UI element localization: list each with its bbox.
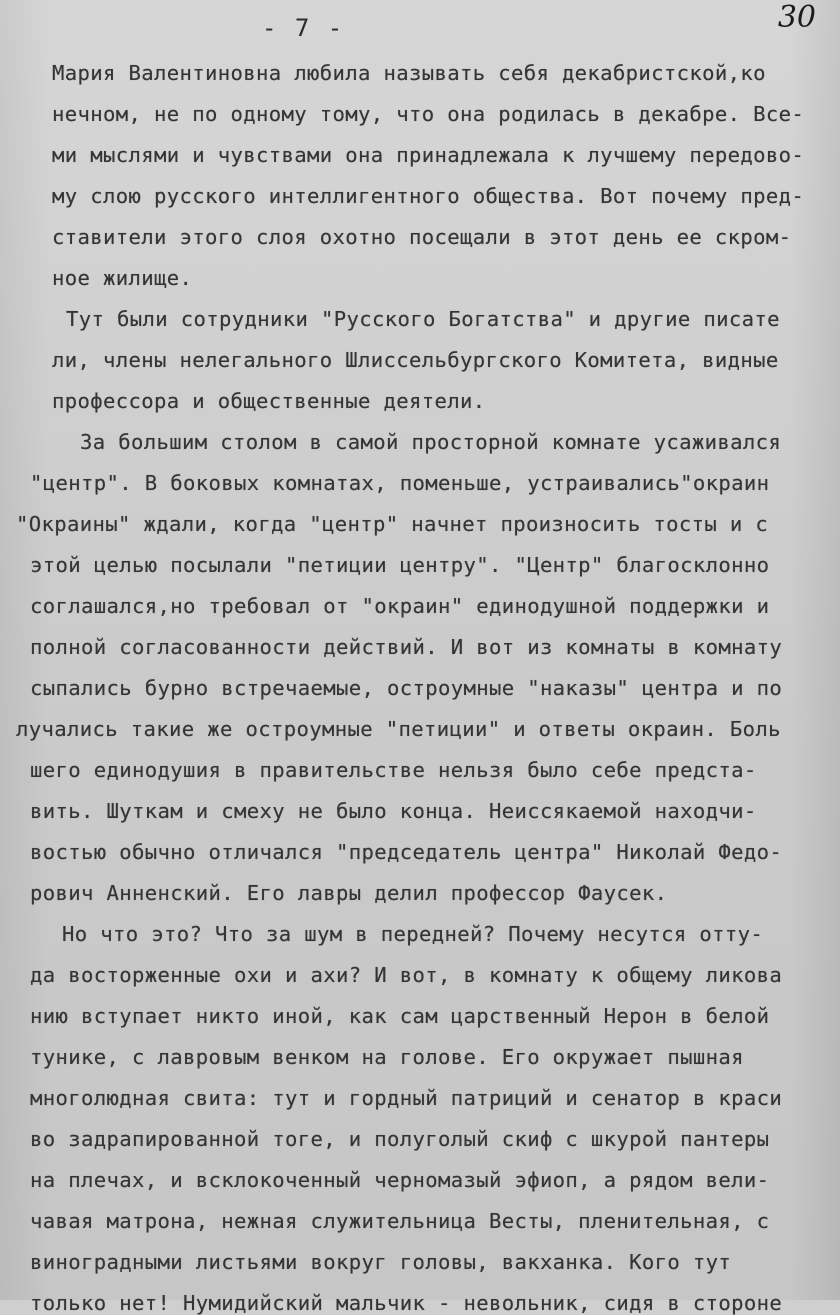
text-line: полной согласованности действий. И вот из комнаты в комнату bbox=[30, 635, 783, 659]
page-number: - 7 - bbox=[262, 14, 345, 42]
text-line: "Окраины" ждали, когда "центр" начнет произносить тосты и с bbox=[16, 512, 769, 536]
text-line: сыпались бурно встречаемые, остроумные "наказы" центра и по bbox=[30, 676, 783, 700]
text-line: му слою русского интеллигентного общества. Вот почему пред- bbox=[52, 184, 805, 208]
text-line: лучались такие же остроумные "петиции" и ответы окраин. Боль bbox=[16, 717, 781, 741]
text-line: ставители этого слоя охотно посещали в этот день ее скром- bbox=[52, 225, 792, 249]
text-line: на плечах, и всклокоченный черномазый эфиоп, а рядом вели- bbox=[30, 1168, 770, 1192]
text-line: профессора и общественные деятели. bbox=[52, 389, 486, 413]
text-line: многолюдная свита: тут и гордный патриций и сенатор в краси bbox=[30, 1086, 783, 1110]
text-line: ное жилище. bbox=[52, 266, 193, 290]
text-line: рович Анненский. Его лавры делил профессор Фаусек. bbox=[30, 881, 668, 905]
text-line: Мария Валентиновна любила называть себя декабристской,ко bbox=[52, 61, 766, 85]
text-line: вить. Шуткам и смеху не было конца. Неиссякаемой находчи- bbox=[30, 799, 757, 823]
text-line: Тут были сотрудники "Русского Богатства" и другие писате bbox=[66, 307, 780, 331]
text-line: этой целью посылали "петиции центру". "Центр" благосклонно bbox=[30, 553, 770, 577]
text-line: виноградными листьями вокруг головы, вакханка. Кого тут bbox=[30, 1250, 732, 1274]
text-line: ми мыслями и чувствами она принадлежала к лучшему передово- bbox=[52, 143, 805, 167]
text-line: соглашался,но требовал от "окраин" единодушной поддержки и bbox=[30, 594, 770, 618]
text-line: востью обычно отличался "председатель центра" Николай Федо- bbox=[30, 840, 783, 864]
text-line: тунике, с лавровым венком на голове. Его окружает пышная bbox=[30, 1045, 744, 1069]
text-line: да восторженные охи и ахи? И вот, в комнату к общему ликова bbox=[30, 963, 783, 987]
text-line: только нет! Нумидийский мальчик - невольник, сидя в стороне bbox=[30, 1291, 783, 1315]
text-line: За большим столом в самой просторной комнате усаживался bbox=[80, 430, 782, 454]
text-line: "центр". В боковых комнатах, поменьше, устраивались"окраин bbox=[30, 471, 770, 495]
text-line: чавая матрона, нежная служительница Весты, пленительная, с bbox=[30, 1209, 770, 1233]
archive-page-number: 30 bbox=[777, 0, 816, 35]
text-line: во задрапированной тоге, и полуголый скиф с шкурой пантеры bbox=[30, 1127, 770, 1151]
text-line: шего единодушия в правительстве нельзя было себе предста- bbox=[30, 758, 757, 782]
text-line: нию вступает никто иной, как сам царственный Нерон в белой bbox=[30, 1004, 770, 1028]
text-line: Но что это? Что за шум в передней? Почему несутся отту- bbox=[62, 922, 764, 946]
text-line: ли, члены нелегального Шлиссельбургского Комитета, видные bbox=[52, 348, 779, 372]
text-line: нечном, не по одному тому, что она родилась в декабре. Все- bbox=[52, 102, 805, 126]
